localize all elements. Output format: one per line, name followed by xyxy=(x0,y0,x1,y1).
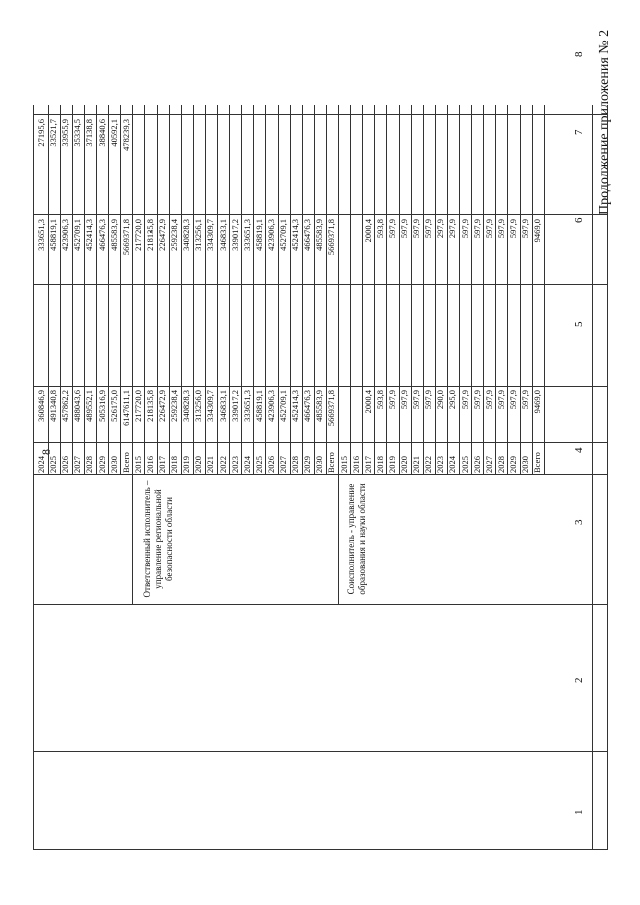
block-c-value-col6: 597,9 xyxy=(399,219,409,239)
row-rule xyxy=(471,105,472,475)
col-header-5: 5 xyxy=(573,321,585,327)
block-b-value-col4: 423906,3 xyxy=(265,390,276,422)
block-a-year: 2026 xyxy=(60,456,71,473)
col-rule xyxy=(33,474,607,475)
table-edge-top xyxy=(33,105,34,850)
block-b-value-col4: 333651,3 xyxy=(241,390,252,422)
col-rule xyxy=(33,386,607,387)
block-b-value-col6: 452709,1 xyxy=(278,219,288,251)
block-b-value-col4: 218135,8 xyxy=(144,390,155,422)
block-c-year: 2024 xyxy=(447,456,458,473)
block-b-value-col4: 217720,0 xyxy=(132,390,143,422)
block-a-value-col6: 423906,3 xyxy=(60,219,71,251)
block-a-value-col6: 5669371,8 xyxy=(120,219,131,256)
responsible-executor-label: Ответственный исполнитель – управление региональной безопасности области xyxy=(141,480,175,598)
block-c-year: 2017 xyxy=(362,456,373,473)
block-b-value-col6: 218135,8 xyxy=(144,219,155,251)
block-c-value-col6: 2000,4 xyxy=(362,219,373,243)
block-c-year: 2030 xyxy=(520,456,530,473)
block-b-value-col4: 313256,0 xyxy=(193,390,204,422)
block-b-value-col4: 259238,4 xyxy=(169,390,180,422)
row-rule xyxy=(423,105,424,475)
block-c-value-col4: 597,9 xyxy=(520,390,530,410)
block-c-year: 2021 xyxy=(411,456,422,473)
co-executor-label: Соисполнитель - управление образования и науки области xyxy=(345,483,367,595)
col-rule xyxy=(33,751,607,752)
block-a-year: 2027 xyxy=(72,456,83,473)
block-c-value-col6: 597,9 xyxy=(459,219,470,239)
block-c-value-col4: 597,9 xyxy=(483,390,494,410)
block-a-value-col7: 35334,5 xyxy=(72,119,83,147)
block-b-year: 2025 xyxy=(253,456,264,473)
block-c-value-col4: 2000,4 xyxy=(362,390,373,414)
block-b-year: 2015 xyxy=(132,456,143,473)
block-b-value-col4: 452709,1 xyxy=(278,390,288,422)
block-a-year: 2029 xyxy=(96,456,107,473)
block-c-year: 2018 xyxy=(374,456,385,473)
block-a-value-col6: 452709,1 xyxy=(72,219,83,251)
block-c-value-col4: 597,9 xyxy=(459,390,470,410)
block-b-value-col4: 346833,1 xyxy=(217,390,228,422)
block-a-value-col6: 485583,9 xyxy=(108,219,119,251)
block-a-value-col4: 457862,2 xyxy=(60,390,71,422)
block-c-year: 2022 xyxy=(423,456,434,473)
block-c-value-col6: 297,9 xyxy=(447,219,458,239)
table-edge-left xyxy=(33,849,607,850)
block-b-value-col6: 334309,7 xyxy=(205,219,216,251)
block-c-value-col6: 597,9 xyxy=(423,219,434,239)
block-c-value-col4: 597,9 xyxy=(471,390,482,410)
row-rule xyxy=(459,105,460,475)
block-b-year: 2027 xyxy=(278,456,288,473)
block-a-value-col4: 526175,0 xyxy=(108,390,119,422)
block-a-value-col7: 37138,8 xyxy=(84,119,95,147)
block-c-year: 2019 xyxy=(386,456,397,473)
block-b-year: 2028 xyxy=(290,456,301,473)
block-c-year: 2016 xyxy=(350,456,361,473)
row-rule xyxy=(507,105,508,475)
block-a-value-col4: 491340,8 xyxy=(48,390,59,422)
block-a-value-col6: 466476,3 xyxy=(96,219,107,251)
block-c-value-col4: 9469,0 xyxy=(532,390,543,414)
block-c-value-col6: 297,9 xyxy=(435,219,446,239)
block-c-value-col6: 597,9 xyxy=(411,219,422,239)
row-rule xyxy=(374,105,375,475)
block-b-value-col6: 466476,3 xyxy=(302,219,313,251)
block-c-value-col6: 597,9 xyxy=(495,219,506,239)
header-rule xyxy=(592,105,593,850)
block-b-value-col6: 333651,3 xyxy=(241,219,252,251)
block-c-year: Всего xyxy=(532,452,543,473)
row-rule xyxy=(338,105,339,475)
block-c-year: 2029 xyxy=(507,456,518,473)
block-b-year: 2017 xyxy=(157,456,167,473)
block-c-value-col4: 290,0 xyxy=(435,390,446,410)
block-c-year: 2023 xyxy=(435,456,446,473)
block-b-year: 2029 xyxy=(302,456,313,473)
block-b-value-col6: 423906,3 xyxy=(265,219,276,251)
continuation-heading: Продолжение приложения № 2 xyxy=(597,29,612,215)
block-a-value-col4: 488043,6 xyxy=(72,390,83,422)
block-b-value-col6: 485583,9 xyxy=(314,219,325,251)
block-b-value-col4: 485583,9 xyxy=(314,390,325,422)
row-rule xyxy=(399,105,400,475)
row-rule xyxy=(483,105,484,475)
col-header-2: 2 xyxy=(573,677,585,683)
block-c-value-col4: 597,9 xyxy=(411,390,422,410)
block-a-value-col4: 489552,1 xyxy=(84,390,95,422)
block-a-value-col4: 360846,9 xyxy=(36,390,46,422)
block-divider xyxy=(338,475,339,605)
block-c-year: 2025 xyxy=(459,456,470,473)
block-c-value-col4: 597,9 xyxy=(507,390,518,410)
block-c-value-col6: 597,9 xyxy=(483,219,494,239)
block-b-year: Всего xyxy=(326,452,337,473)
row-rule xyxy=(447,105,448,475)
col-header-4: 4 xyxy=(573,447,585,453)
row-rule xyxy=(435,105,436,475)
block-c-value-col6: 597,9 xyxy=(507,219,518,239)
block-b-value-col6: 217720,0 xyxy=(132,219,143,251)
block-c-value-col4: 597,9 xyxy=(423,390,434,410)
block-b-value-col4: 339017,2 xyxy=(229,390,240,422)
block-a-value-col7: 40592,1 xyxy=(108,119,119,147)
block-a-value-col6: 458819,1 xyxy=(48,219,59,251)
block-a-value-col7: 38840,6 xyxy=(96,119,107,147)
block-a-year: 2030 xyxy=(108,456,119,473)
block-c-value-col4: 593,8 xyxy=(374,390,385,410)
block-b-year: 2020 xyxy=(193,456,204,473)
col-rule xyxy=(33,114,607,115)
block-c-year: 2020 xyxy=(399,456,409,473)
row-rule xyxy=(350,105,351,475)
row-rule xyxy=(495,105,496,475)
block-c-value-col6: 597,9 xyxy=(471,219,482,239)
block-b-value-col6: 226472,9 xyxy=(157,219,167,251)
block-a-year: 2024 xyxy=(36,456,46,473)
row-rule xyxy=(544,105,545,475)
row-rule xyxy=(520,105,521,475)
row-rule xyxy=(386,105,387,475)
col-rule xyxy=(33,604,607,605)
col-header-7: 7 xyxy=(573,129,585,135)
row-rule xyxy=(362,105,363,475)
block-b-value-col6: 259238,4 xyxy=(169,219,180,251)
block-b-year: 2023 xyxy=(229,456,240,473)
block-b-value-col4: 466476,3 xyxy=(302,390,313,422)
block-c-value-col6: 597,9 xyxy=(520,219,530,239)
block-b-value-col6: 5669371,8 xyxy=(326,219,337,256)
block-b-year: 2022 xyxy=(217,456,228,473)
block-a-year: 2025 xyxy=(48,456,59,473)
block-a-value-col7: 33955,9 xyxy=(60,119,71,147)
block-b-value-col6: 340828,3 xyxy=(181,219,192,251)
block-c-year: 2026 xyxy=(471,456,482,473)
block-b-value-col4: 340828,3 xyxy=(181,390,192,422)
block-b-value-col6: 458819,1 xyxy=(253,219,264,251)
col-header-1: 1 xyxy=(573,809,585,815)
block-b-year: 2018 xyxy=(169,456,180,473)
year-col-rule xyxy=(33,442,607,443)
block-b-value-col4: 452414,3 xyxy=(290,390,301,422)
block-b-value-col4: 5669371,8 xyxy=(326,390,337,427)
block-c-value-col4: 597,9 xyxy=(386,390,397,410)
block-c-value-col4: 597,9 xyxy=(495,390,506,410)
block-a-year: 2028 xyxy=(84,456,95,473)
block-a-value-col7: 33521,7 xyxy=(48,119,59,147)
block-a-value-col4: 6147611,1 xyxy=(120,390,131,426)
col-rule xyxy=(33,214,607,215)
block-b-value-col4: 334309,7 xyxy=(205,390,216,422)
block-b-value-col4: 226472,9 xyxy=(157,390,167,422)
block-a-year: Всего xyxy=(120,452,131,473)
col-header-6: 6 xyxy=(573,217,585,223)
block-b-year: 2024 xyxy=(241,456,252,473)
block-b-value-col6: 346833,1 xyxy=(217,219,228,251)
col-header-3: 3 xyxy=(573,519,585,525)
block-c-year: 2027 xyxy=(483,456,494,473)
block-b-year: 2026 xyxy=(265,456,276,473)
block-a-value-col4: 505316,9 xyxy=(96,390,107,422)
col-header-8: 8 xyxy=(573,51,585,57)
block-c-year: 2028 xyxy=(495,456,506,473)
block-a-value-col6: 452414,3 xyxy=(84,219,95,251)
block-b-year: 2016 xyxy=(144,456,155,473)
block-a-value-col6: 333651,3 xyxy=(36,219,46,251)
row-rule xyxy=(532,105,533,475)
page-number: 8 xyxy=(39,449,53,455)
block-c-value-col6: 9469,0 xyxy=(532,219,543,243)
block-b-value-col6: 313256,1 xyxy=(193,219,204,251)
block-b-year: 2021 xyxy=(205,456,216,473)
block-b-value-col4: 458819,1 xyxy=(253,390,264,422)
block-c-value-col6: 597,9 xyxy=(386,219,397,239)
col-rule xyxy=(33,284,607,285)
block-b-value-col6: 452414,3 xyxy=(290,219,301,251)
table-edge-bottom xyxy=(607,105,608,850)
block-a-value-col7: 27195,6 xyxy=(36,119,46,147)
block-b-year: 2030 xyxy=(314,456,325,473)
block-c-value-col6: 593,8 xyxy=(374,219,385,239)
block-c-value-col4: 295,0 xyxy=(447,390,458,410)
block-c-year: 2015 xyxy=(338,456,349,473)
block-a-value-col7: 478239,3 xyxy=(120,119,131,151)
block-b-year: 2019 xyxy=(181,456,192,473)
block-c-value-col4: 597,9 xyxy=(399,390,409,410)
block-b-value-col6: 339017,2 xyxy=(229,219,240,251)
block-divider xyxy=(132,475,133,605)
row-rule xyxy=(411,105,412,475)
